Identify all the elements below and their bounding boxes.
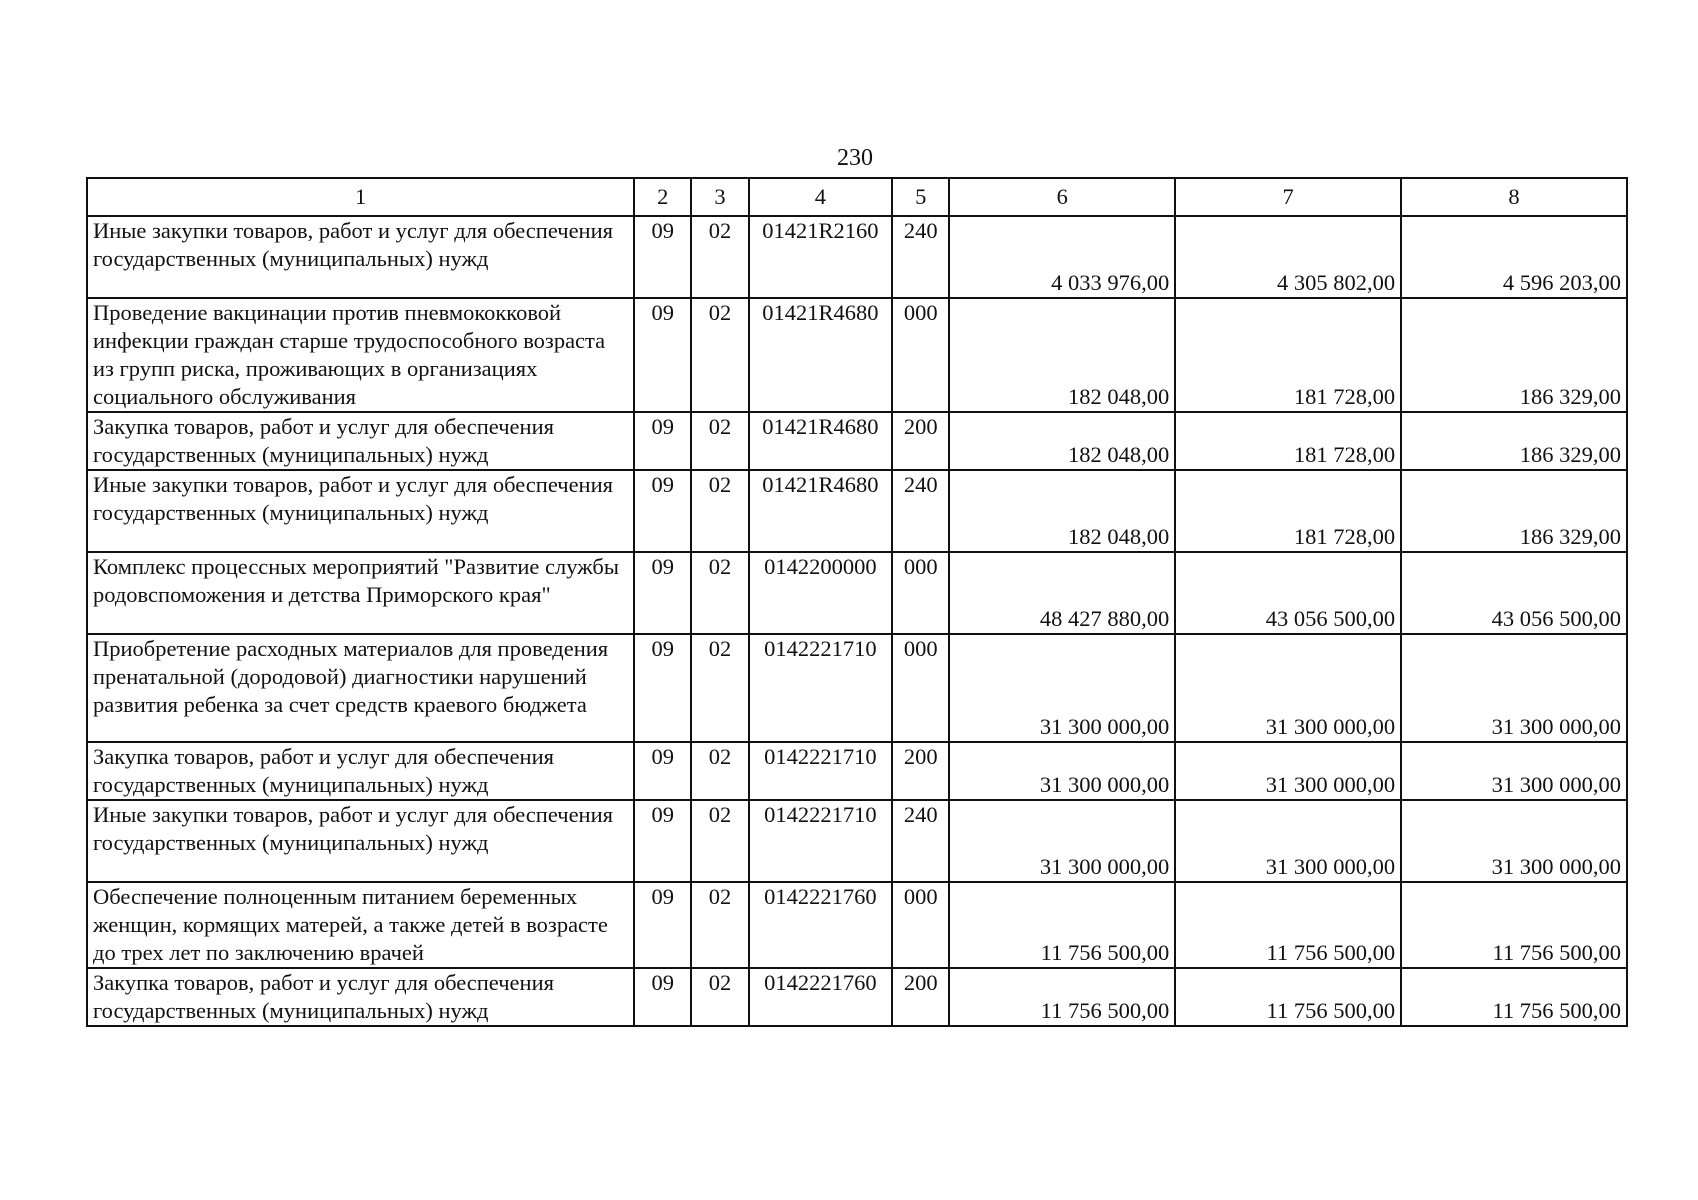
section-code: 09: [634, 298, 691, 412]
column-header-8: 8: [1401, 178, 1627, 216]
column-header-7: 7: [1175, 178, 1401, 216]
column-header-3: 3: [691, 178, 748, 216]
expense-name: Закупка товаров, работ и услуг для обеспечения государственных (муниципальных) нужд: [87, 742, 634, 800]
amount-col-8: 43 056 500,00: [1401, 552, 1627, 634]
column-header-2: 2: [634, 178, 691, 216]
expense-name: Иные закупки товаров, работ и услуг для обеспечения государственных (муниципальных) нужд: [87, 800, 634, 882]
expense-type-code: 200: [892, 412, 949, 470]
expense-name: Иные закупки товаров, работ и услуг для обеспечения государственных (муниципальных) нужд: [87, 216, 634, 298]
amount-col-6: 31 300 000,00: [949, 742, 1175, 800]
amount-col-6: 48 427 880,00: [949, 552, 1175, 634]
expense-name: Иные закупки товаров, работ и услуг для обеспечения государственных (муниципальных) нужд: [87, 470, 634, 552]
page-number: 230: [837, 145, 873, 171]
amount-col-8: 31 300 000,00: [1401, 800, 1627, 882]
subsection-code: 02: [691, 882, 748, 968]
expense-name: Приобретение расходных материалов для проведения пренатальной (дородовой) диагностики нарушений развития ребенка за счет средств краевого бюджета: [87, 634, 634, 742]
table-row: [87, 216, 1627, 298]
expense-type-code: 000: [892, 634, 949, 742]
column-header-1: 1: [87, 178, 634, 216]
amount-col-6: 4 033 976,00: [949, 216, 1175, 298]
table-row: [87, 412, 1627, 470]
target-article-code: 01421R2160: [749, 216, 893, 298]
section-code: 09: [634, 634, 691, 742]
column-header-5: 5: [892, 178, 949, 216]
table-row: [87, 800, 1627, 882]
section-code: 09: [634, 412, 691, 470]
amount-col-6: 182 048,00: [949, 412, 1175, 470]
expense-type-code: 240: [892, 800, 949, 882]
subsection-code: 02: [691, 968, 748, 1026]
amount-col-8: 11 756 500,00: [1401, 968, 1627, 1026]
amount-col-8: 31 300 000,00: [1401, 742, 1627, 800]
amount-col-7: 181 728,00: [1175, 470, 1401, 552]
target-article-code: 0142221710: [749, 800, 893, 882]
expense-type-code: 000: [892, 552, 949, 634]
amount-col-7: 31 300 000,00: [1175, 800, 1401, 882]
amount-col-8: 31 300 000,00: [1401, 634, 1627, 742]
amount-col-6: 182 048,00: [949, 470, 1175, 552]
table-row: [87, 742, 1627, 800]
amount-col-7: 31 300 000,00: [1175, 742, 1401, 800]
amount-col-8: 11 756 500,00: [1401, 882, 1627, 968]
section-code: 09: [634, 552, 691, 634]
subsection-code: 02: [691, 634, 748, 742]
expense-name: Комплекс процессных мероприятий "Развитие службы родовспоможения и детства Приморского края": [87, 552, 634, 634]
amount-col-8: 186 329,00: [1401, 298, 1627, 412]
subsection-code: 02: [691, 742, 748, 800]
amount-col-6: 11 756 500,00: [949, 968, 1175, 1026]
expense-name: Закупка товаров, работ и услуг для обеспечения государственных (муниципальных) нужд: [87, 412, 634, 470]
expense-type-code: 200: [892, 968, 949, 1026]
column-header-6: 6: [949, 178, 1175, 216]
amount-col-6: 31 300 000,00: [949, 634, 1175, 742]
amount-col-7: 4 305 802,00: [1175, 216, 1401, 298]
section-code: 09: [634, 742, 691, 800]
target-article-code: 0142221710: [749, 634, 893, 742]
target-article-code: 0142200000: [749, 552, 893, 634]
amount-col-8: 186 329,00: [1401, 470, 1627, 552]
amount-col-7: 11 756 500,00: [1175, 968, 1401, 1026]
subsection-code: 02: [691, 552, 748, 634]
expense-name: Обеспечение полноценным питанием беременных женщин, кормящих матерей, а также детей в возрасте до трех лет по заключению врачей: [87, 882, 634, 968]
subsection-code: 02: [691, 216, 748, 298]
expense-type-code: 000: [892, 298, 949, 412]
target-article-code: 0142221760: [749, 968, 893, 1026]
expense-type-code: 200: [892, 742, 949, 800]
subsection-code: 02: [691, 298, 748, 412]
target-article-code: 01421R4680: [749, 412, 893, 470]
amount-col-7: 43 056 500,00: [1175, 552, 1401, 634]
target-article-code: 0142221710: [749, 742, 893, 800]
column-header-4: 4: [749, 178, 893, 216]
amount-col-7: 31 300 000,00: [1175, 634, 1401, 742]
expense-type-code: 000: [892, 882, 949, 968]
amount-col-7: 181 728,00: [1175, 298, 1401, 412]
target-article-code: 0142221760: [749, 882, 893, 968]
section-code: 09: [634, 882, 691, 968]
section-code: 09: [634, 470, 691, 552]
table-row: [87, 470, 1627, 552]
expense-name: Проведение вакцинации против пневмококковой инфекции граждан старше трудоспособного возраста из групп риска, проживающих в организациях социального обслуживания: [87, 298, 634, 412]
amount-col-6: 182 048,00: [949, 298, 1175, 412]
subsection-code: 02: [691, 800, 748, 882]
target-article-code: 01421R4680: [749, 470, 893, 552]
amount-col-8: 4 596 203,00: [1401, 216, 1627, 298]
section-code: 09: [634, 216, 691, 298]
amount-col-7: 181 728,00: [1175, 412, 1401, 470]
subsection-code: 02: [691, 470, 748, 552]
section-code: 09: [634, 800, 691, 882]
expense-type-code: 240: [892, 216, 949, 298]
amount-col-8: 186 329,00: [1401, 412, 1627, 470]
subsection-code: 02: [691, 412, 748, 470]
table-row: [87, 298, 1627, 412]
target-article-code: 01421R4680: [749, 298, 893, 412]
budget-table: [86, 177, 1628, 1027]
table-row: [87, 634, 1627, 742]
table-row: [87, 552, 1627, 634]
expense-type-code: 240: [892, 470, 949, 552]
amount-col-7: 11 756 500,00: [1175, 882, 1401, 968]
expense-name: Закупка товаров, работ и услуг для обеспечения государственных (муниципальных) нужд: [87, 968, 634, 1026]
section-code: 09: [634, 968, 691, 1026]
header-row: [87, 178, 1627, 216]
table-row: [87, 968, 1627, 1026]
table-row: [87, 882, 1627, 968]
amount-col-6: 11 756 500,00: [949, 882, 1175, 968]
amount-col-6: 31 300 000,00: [949, 800, 1175, 882]
